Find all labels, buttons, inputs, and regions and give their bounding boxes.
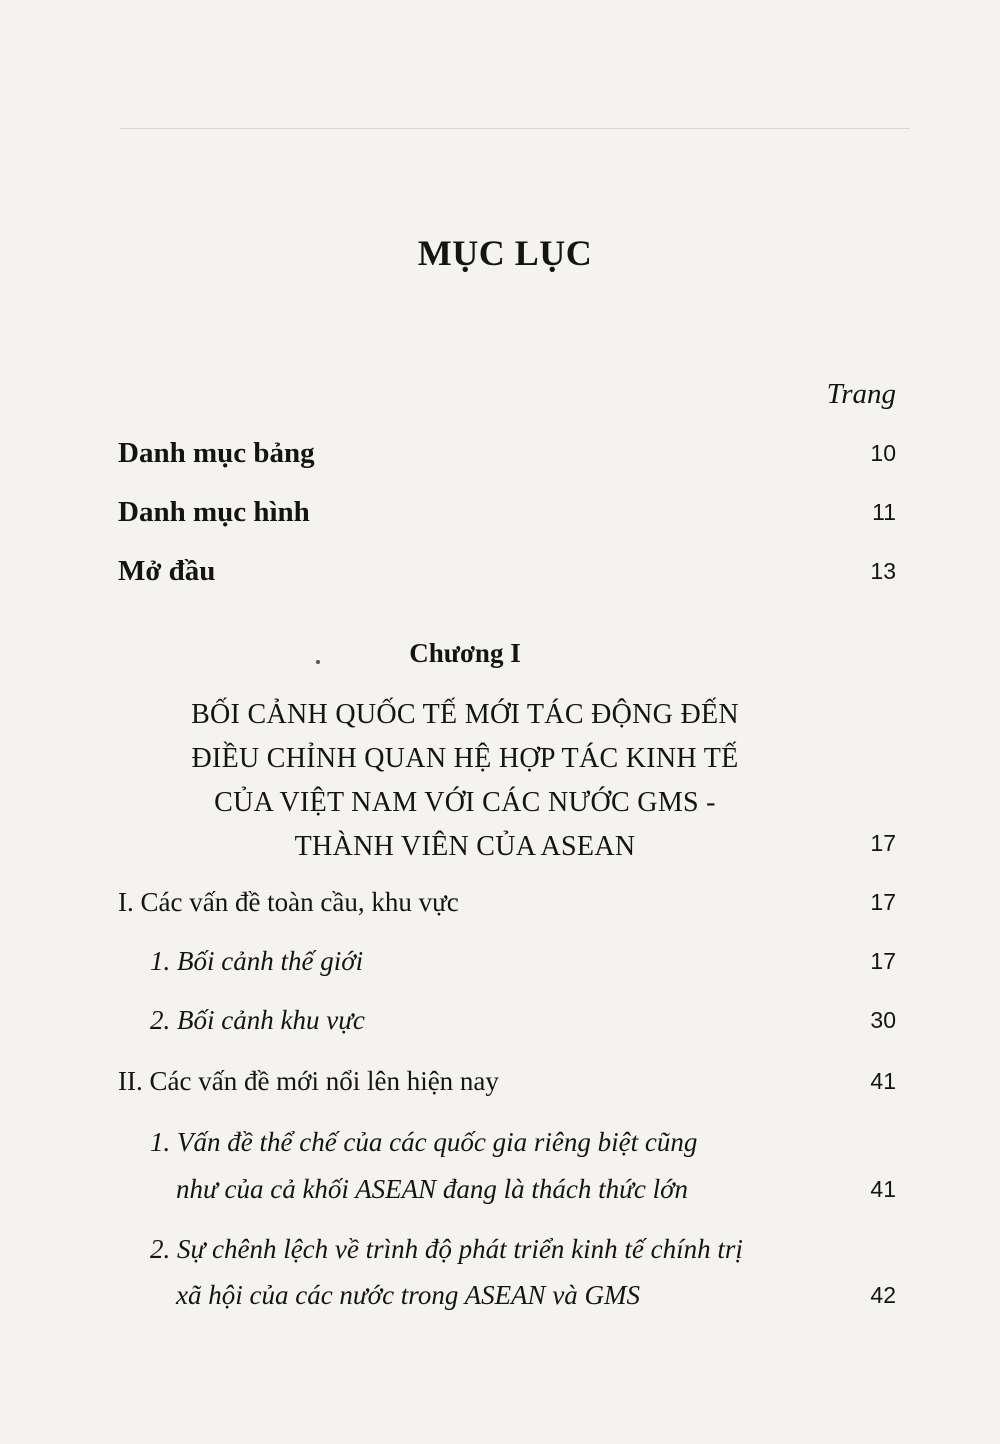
chapter-title-line: CỦA VIỆT NAM VỚI CÁC NƯỚC GMS - — [214, 787, 716, 818]
toc-entry-title: Mở đầu — [118, 555, 216, 587]
chapter-title-line: BỐI CẢNH QUỐC TẾ MỚI TÁC ĐỘNG ĐẾN — [191, 699, 739, 730]
toc-entry-page: 41 — [870, 1068, 896, 1094]
toc-title: MỤC LỤC — [417, 233, 593, 273]
page-column-header: Trang — [826, 378, 896, 410]
toc-entry-page: 30 — [870, 1007, 896, 1033]
toc-entry-page: 17 — [870, 889, 896, 915]
toc-entry-page: 41 — [870, 1176, 896, 1202]
chapter-title-line: THÀNH VIÊN CỦA ASEAN — [294, 831, 636, 862]
chapter-label: Chương I — [409, 638, 521, 668]
toc-entry-title: I. Các vấn đề toàn cầu, khu vực — [118, 887, 459, 917]
header-rule — [120, 128, 910, 129]
toc-entry-page: 10 — [870, 440, 896, 466]
chapter-title-line: ĐIỀU CHỈNH QUAN HỆ HỢP TÁC KINH TẾ — [191, 743, 739, 774]
toc-entry-title-line: 1. Vấn đề thể chế của các quốc gia riêng biệt cũng — [150, 1127, 698, 1157]
toc-entry-page: 17 — [870, 948, 896, 974]
toc-entry-title: II. Các vấn đề mới nổi lên hiện nay — [118, 1066, 499, 1096]
toc-entry-page: 42 — [870, 1282, 896, 1308]
toc-entry-title: 1. Bối cảnh thế giới — [150, 946, 364, 976]
toc-entry-title: Danh mục hình — [118, 496, 310, 528]
toc-entry-title: Danh mục bảng — [118, 437, 315, 469]
chapter-title[interactable] — [0, 693, 930, 869]
toc-entry-title-line: xã hội của các nước trong ASEAN và GMS — [176, 1280, 641, 1310]
toc-entry-title-line: như của cả khối ASEAN đang là thách thức lớn — [176, 1174, 689, 1204]
toc-entry-title-line: 2. Sự chênh lệch về trình độ phát triển kinh tế chính trị — [150, 1234, 743, 1264]
chapter-page: 17 — [870, 830, 896, 856]
toc-entry-page: 13 — [870, 558, 896, 584]
toc-entry-page: 11 — [872, 499, 896, 525]
toc-entry-title: 2. Bối cảnh khu vực — [150, 1005, 365, 1035]
